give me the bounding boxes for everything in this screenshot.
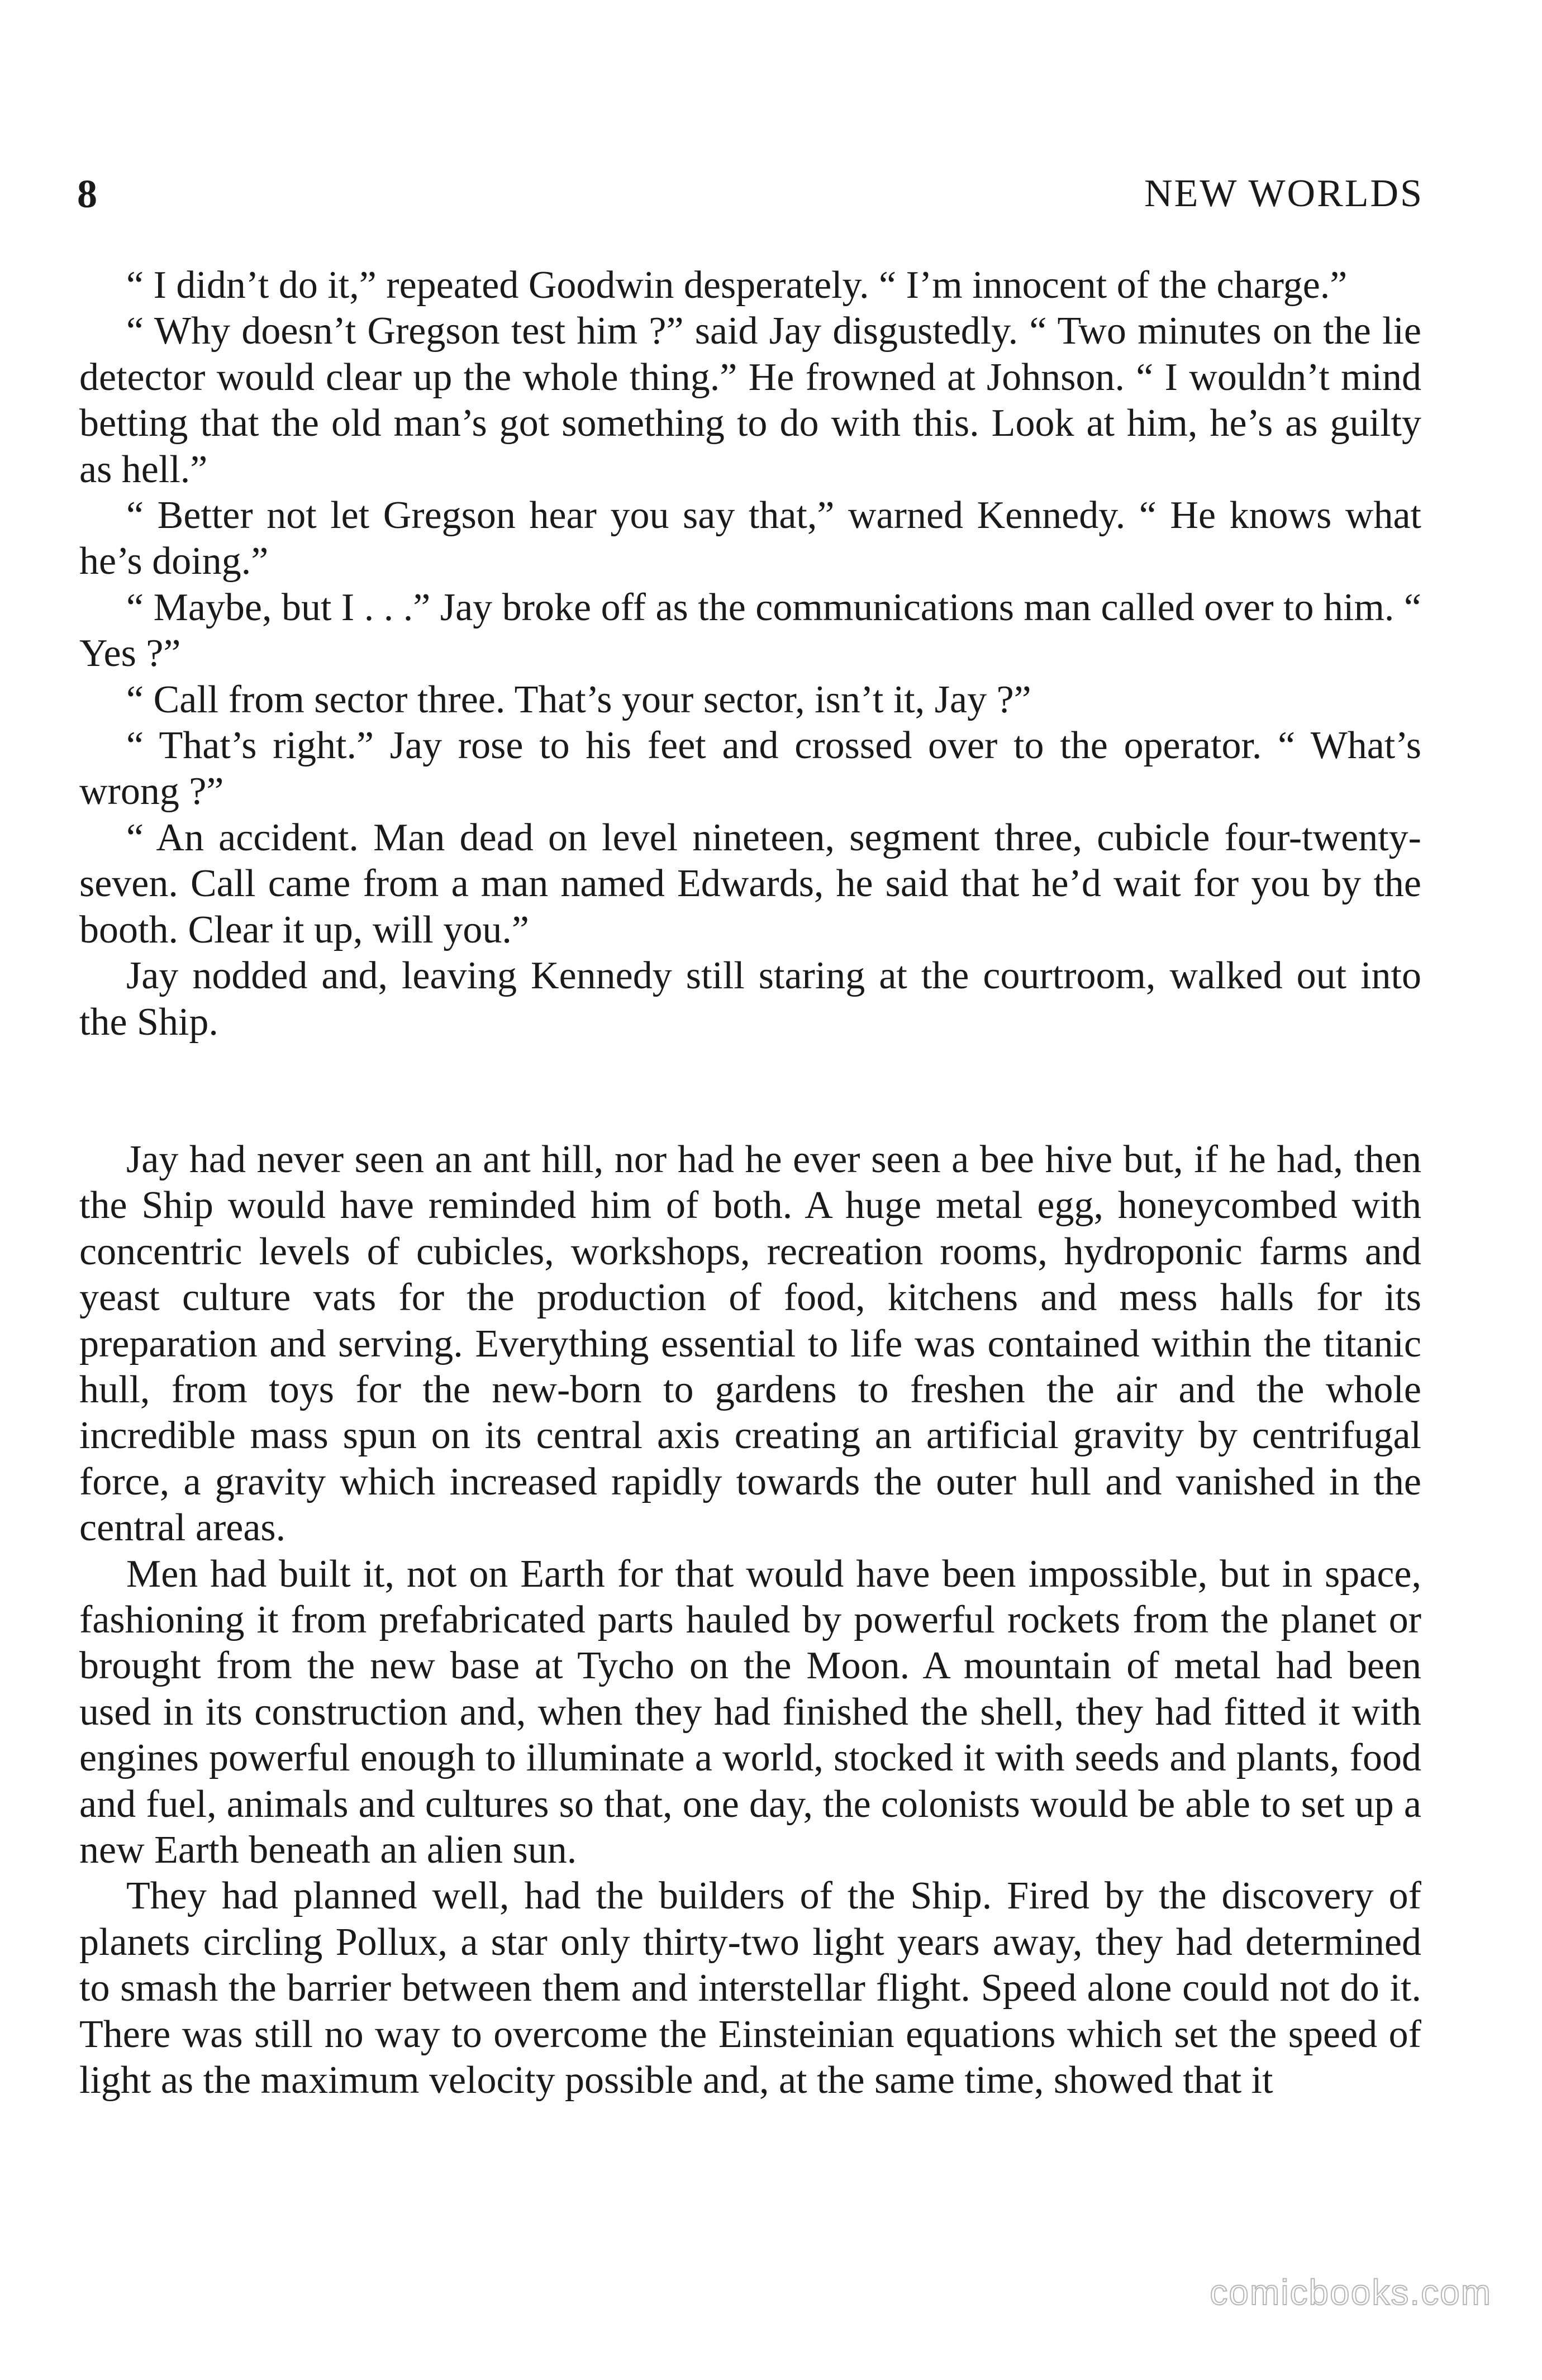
page-header xyxy=(77,163,1424,225)
paragraph: “ Call from sector three. That’s your sector, isn’t it, Jay ?” xyxy=(126,678,1031,721)
page-number: 8 xyxy=(77,172,97,216)
section-break xyxy=(79,1045,1421,1137)
paragraph: Men had built it, not on Earth for that would have been impossible, but in space, fashioning it from prefabricated parts hauled by powerful rockets from the planet or brought from the new base at Tycho on the Moon. A mountain of metal had been used in its construction and, when they had finished the shell, they had fitted it with engines powerful enough to illuminate a world, stocked it with seeds and plants, food and fuel, animals and cultures so that, one day, the colonists would be able to set up a new Earth beneath an alien sun. xyxy=(79,1552,1421,1872)
paragraph: “ An accident. Man dead on level nineteen, segment three, cubicle four-twenty-seven. Call came from a man named Edwards, he said that he’d wait for you by the booth. Clear it up, will you.” xyxy=(79,816,1421,951)
paragraph: “ I didn’t do it,” repeated Goodwin desperately. “ I’m innocent of the charge.” xyxy=(126,264,1348,307)
paragraph: Jay had never seen an ant hill, nor had he ever seen a bee hive but, if he had, then the Ship would have reminded him of both. A huge metal egg, honeycombed with concentric levels of cubicles, workshops, recreation rooms, hydroponic farms and yeast culture vats for the production of food, kitchens and mess halls for its preparation and serving. Everything essential to life was contained within the titanic hull, from toys for the new-born to gardens to freshen the air and the whole incredible mass spun on its central axis creating an artificial gravity by centrifugal force, a gravity which increased rapidly towards the outer hull and vanished in the central areas. xyxy=(79,1137,1421,1550)
watermark: comicbooks.com xyxy=(1210,2272,1492,2312)
paragraph: “ Maybe, but I . . .” Jay broke off as the communications man called over to him. “ Yes ?” xyxy=(79,586,1421,675)
running-head: NEW WORLDS xyxy=(1144,172,1424,215)
paragraph: “ Why doesn’t Gregson test him ?” said Jay disgustedly. “ Two minutes on the lie detector would clear up the whole thing.” He frowned at Johnson. “ I wouldn’t mind betting that the old man’s got something to do with this. Look at him, he’s as guilty as hell.” xyxy=(79,310,1421,491)
paragraph: “ That’s right.” Jay rose to his feet and crossed over to the operator. “ What’s wrong ?” xyxy=(79,724,1421,813)
body-text xyxy=(79,263,1421,2103)
paragraph: “ Better not let Gregson hear you say that,” warned Kennedy. “ He knows what he’s doing.” xyxy=(79,494,1421,583)
paragraph: They had planned well, had the builders of the Ship. Fired by the discovery of planets circling Pollux, a star only thirty-two light years away, they had determined to smash the barrier between them and interstellar flight. Speed alone could not do it. There was still no way to overcome the Einsteinian equations which set the speed of light as the maximum velocity possible and, at the same time, showed that it xyxy=(79,1874,1421,2102)
paragraph: Jay nodded and, leaving Kennedy still staring at the courtroom, walked out into the Ship. xyxy=(79,954,1421,1044)
